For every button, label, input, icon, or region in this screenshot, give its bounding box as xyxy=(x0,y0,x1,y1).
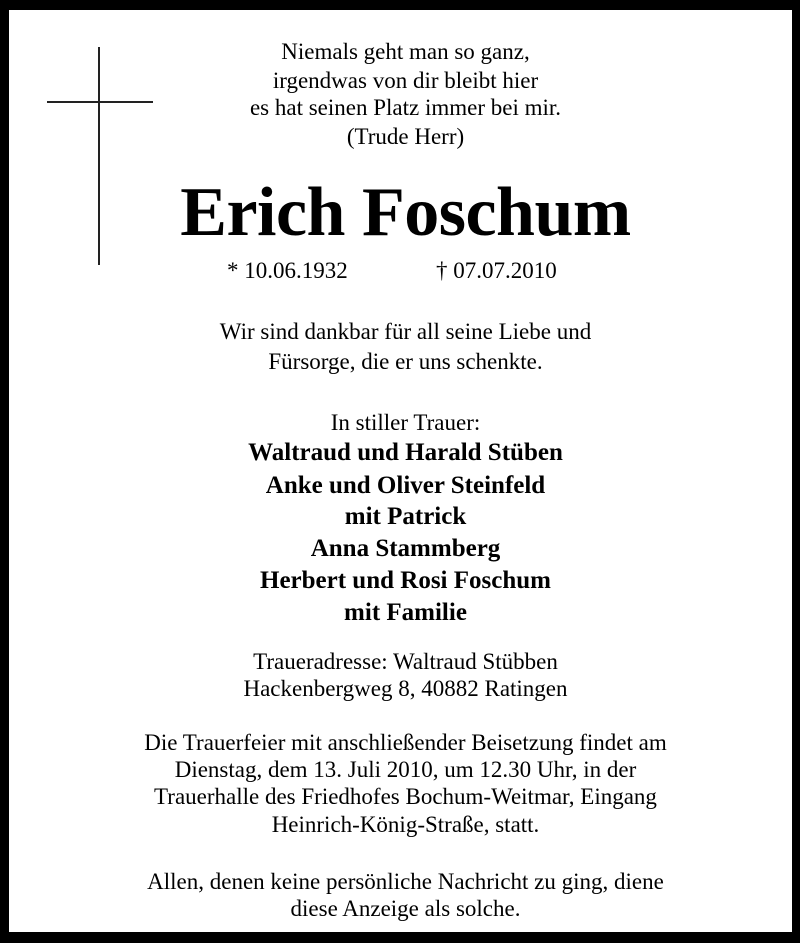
mourner-name: Anke und Oliver Steinfeld xyxy=(265,472,546,499)
ceremony-line: Trauerhalle des Friedhofes Bochum-Weitmar, Eingang xyxy=(154,784,657,809)
gratitude-line: Wir sind dankbar für all seine Liebe und xyxy=(219,319,592,344)
life-dates xyxy=(9,257,792,285)
mourner-name: mit Familie xyxy=(344,599,467,626)
quote-line: Niemals geht man so ganz, xyxy=(281,39,530,64)
quote-line: irgendwas von dir bleibt hier xyxy=(272,68,539,93)
address-line: Traueradresse: Waltraud Stübben xyxy=(253,649,558,674)
ceremony-line: Die Trauerfeier mit anschließender Beisetzung findet am xyxy=(144,730,667,755)
closing-line: Allen, denen keine persönliche Nachricht zu ging, diene xyxy=(147,869,664,894)
quote-author: (Trude Herr) xyxy=(346,124,465,149)
ceremony-line: Dienstag, dem 13. Juli 2010, um 12.30 Uhr, in der xyxy=(174,757,637,782)
obituary-notice xyxy=(9,10,792,932)
closing-line: diese Anzeige als solche. xyxy=(290,896,521,921)
address-line: Hackenbergweg 8, 40882 Ratingen xyxy=(243,676,568,701)
mourners-intro: In stiller Trauer: xyxy=(330,410,481,435)
mourner-name: mit Patrick xyxy=(344,503,467,530)
mourner-name: Anna Stammberg xyxy=(310,535,501,562)
birth-date: * 10.06.1932 xyxy=(227,258,348,283)
quote-line: es hat seinen Platz immer bei mir. xyxy=(249,95,562,120)
ceremony-line: Heinrich-König-Straße, statt. xyxy=(271,812,540,837)
gratitude-line: Fürsorge, die er uns schenkte. xyxy=(268,349,543,374)
deceased-name: Erich Foschum xyxy=(180,174,631,251)
mourner-name: Herbert und Rosi Foschum xyxy=(260,567,551,594)
death-date: † 07.07.2010 xyxy=(436,258,557,283)
mourner-name: Waltraud und Harald Stüben xyxy=(248,439,563,466)
